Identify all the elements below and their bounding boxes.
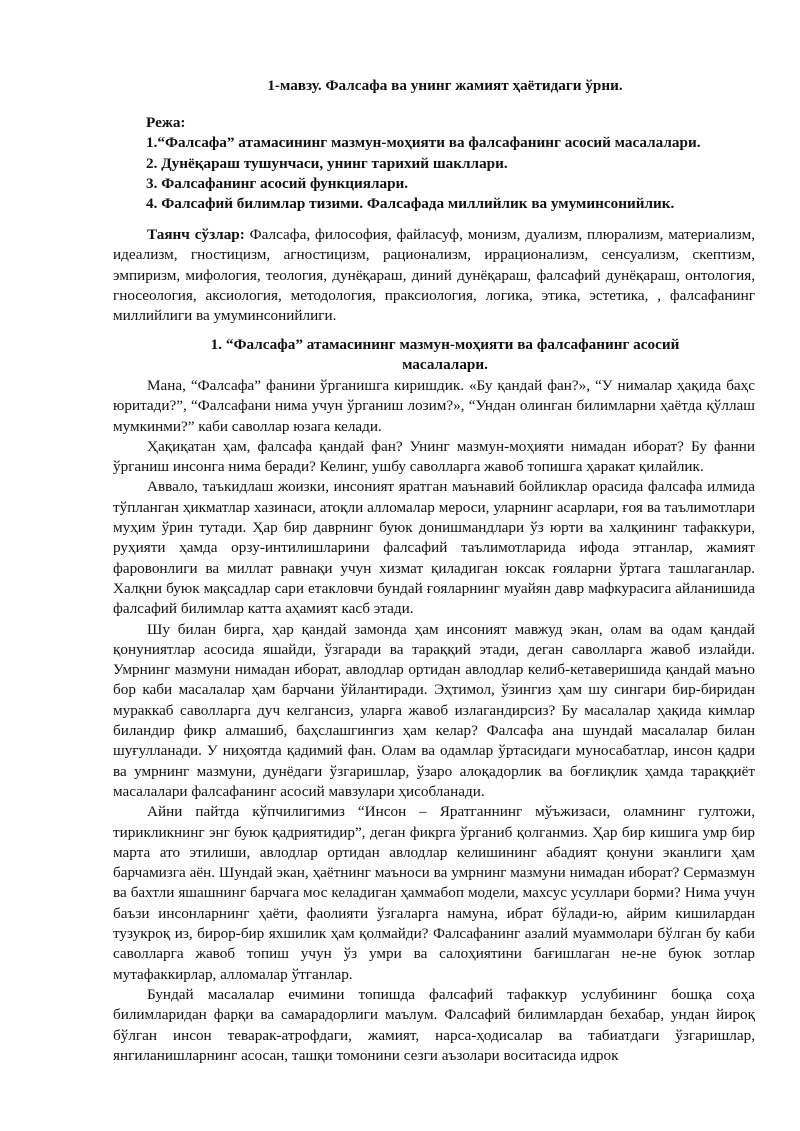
paragraph: Ҳақиқатан ҳам, фалсафа қандай фан? Унинг мазмун-моҳияти нимадан иборат? Бу фанни ўрганиш инсонга нима беради? Келинг, ушбу саволларга жавоб топишга ҳаракат қилайлик. [113, 437, 755, 476]
document-title: 1-мавзу. Фалсафа ва унинг жамият ҳаётидаги ўрни. [267, 77, 623, 94]
plan-heading: Режа: [146, 114, 186, 131]
plan-item: 4. Фалсафий билимлар тизими. Фалсафада миллийлик ва умуминсонийлик. [146, 195, 675, 213]
plan-item: 2. Дунёқараш тушунчаси, унинг тарихий шакллари. [146, 154, 508, 172]
keywords-label: Таянч сўзлар: [147, 226, 245, 243]
section-title: 1. “Фалсафа” атамасининг мазмун-моҳияти ва фалсафанинг асосий масалалари. [210, 336, 680, 374]
plan-item: 3. Фалсафанинг асосий функциялари. [146, 174, 409, 192]
paragraph: Шу билан бирга, ҳар қандай замонда ҳам инсоният мавжуд экан, олам ва одам қандай қонуниятлар асосида яшайди, ўзгаради ва тараққий этади, деган саволларга жавоб излайди. Умрнинг мазмуни нимадан иборат, авлодлар ортидан авлодлар келиб-кетаверишида қандай маъно бор каби масалалар ҳам барчани ўйлантиради. Эҳтимол, ўзингиз ҳам шу сингари бир-биридан мураккаб саволларга дуч келгансиз, уларга жавоб излагандирсиз? Бу масалалар ҳақида кимлар биландир фикр алмашиб, баҳслашгингиз ҳам келар? Фалсафа ана шундай масалалар билан шуғулланади. У ниҳоятда қадимий фан. Олам ва одамлар ўртасидаги муносабатлар, инсон қадри ва умрнинг мазмуни, дунёдаги ўзгаришлар, ўзаро алоқадорлик ва боғлиқлик ҳамда тараққиёт масалалари фалсафанинг асосий мавзулари ҳисобланади. [113, 620, 755, 800]
paragraph: Бундай масалалар ечимини топишда фалсафий тафаккур услубининг бошқа соҳа билимларидан фарқи ва самарадорлиги маълум. Фалсафий билимлардан бехабар, ундан йироқ бўлган инсон теварак-атрофдаги, жамият, нарса-ҳодисалар ва табиатдаги ўзгаришлар, янгиланишларнинг асосан, ташқи томонини сезги аъзолари воситасида идрок [113, 985, 755, 1064]
section-body [113, 376, 755, 1066]
keywords-text: Фалсафа, философия, файласуф, монизм, дуализм, плюрализм, материализм, идеализм, гностицизм, агностицизм, рационализм, иррационализм, сенсуализм, скептизм, эмпиризм, мифология, теология, дунёқараш, диний дунёқараш, фалсафий дунёқараш, онтология, гносеология, аксиология, методология, праксиология, логика, этика, эстетика, , фалсафанинг миллийлиги ва умуминсонийлиги. [113, 226, 756, 325]
paragraph: Аввало, таъкидлаш жоизки, инсоният яратган маънавий бойликлар орасида фалсафа илмида тўпланган ҳикматлар хазинаси, атоқли алломалар мероси, уларнинг асарлари, ғоя ва таълимотлари муҳим ўрин тутади. Ҳар бир даврнинг буюк донишмандлари ўз юрти ва халқининг тафаккури, руҳияти ҳамда орзу-интилишларини фалсафий таълимотларида ифода этганлар, жамият фаровонлиги ва миллат равнақи учун хизмат қиладиган юксак ғояларни ўртага ташлаганлар. Халқни буюк мақсадлар сари етакловчи бундай ғояларнинг муайян давр мафкурасига айланишида фалсафий билимлар катта аҳамият касб этади. [113, 478, 755, 618]
paragraph: Мана, “Фалсафа” фанини ўрганишга киришдик. «Бу қандай фан?», “У нималар ҳақида баҳс юритади?”, “Фалсафани нима учун ўрганиш лозим?», “Ундан олинган билимларни ҳаётда қўллаш мумкинми?” каби саволлар юзага келади. [113, 377, 755, 435]
paragraph: Айни пайтда кўпчилигимиз “Инсон – Яратганнинг мўъжизаси, оламнинг гултожи, тирикликнинг энг буюк қадриятидир”, деган фикрга ўрганиб қолганмиз. Ҳар бир кишига умр бир марта ато этилиши, авлодлар ортидан авлодлар келишининг абадият қонуни эканлиги ҳам барчамизга аён. Шундай экан, ҳаётнинг маъноси ва умрнинг мазмуни нимадан иборат? Сермазмун ва бахтли яшашнинг барчага мос келадиган ҳаммабоп модели, махсус усуллари борми? Нима учун баъзи инсонларнинг ҳаёти, фаолияти ўзгаларга намуна, ибрат бўлади-ю, айрим кишилардан тузукроқ из, бирор-бир яхшилик ҳам қолмайди? Фалсафанинг азалий муаммолари бўлган бу каби саволларга жавоб топиш учун ўз умри ва салоҳиятини бағишлаган не-не буюк зотлар мутафаккирлар, алломалар ўтганлар. [113, 803, 755, 983]
keywords-block [113, 225, 755, 326]
plan-item: 1.“Фалсафа” атамасининг мазмун-моҳияти ва фалсафанинг асосий масалалари. [146, 134, 701, 152]
plan-block [146, 113, 701, 214]
